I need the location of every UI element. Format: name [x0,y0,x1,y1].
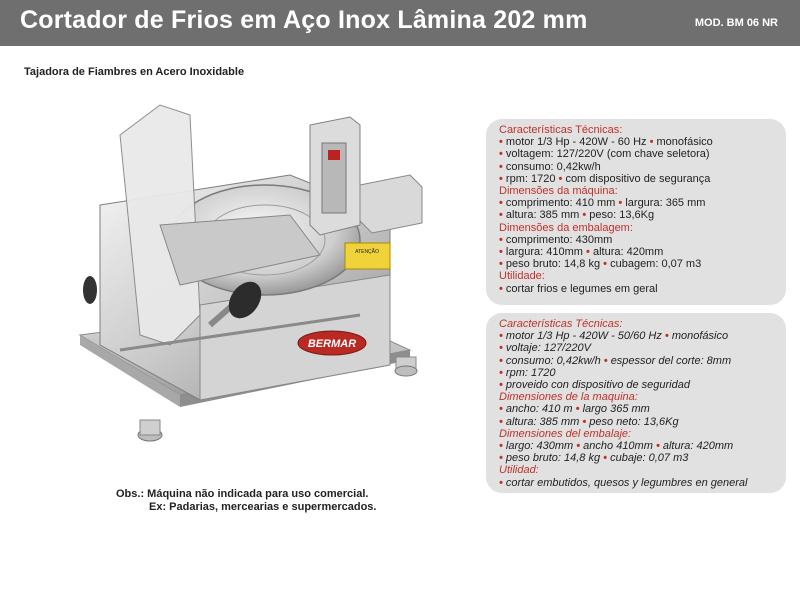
spec-item: • cortar embutidos, quesos y legumbres en general [499,476,748,489]
spec-item: • rpm: 1720 • com dispositivo de segurança [499,172,711,185]
spec-item: • rpm: 1720 [499,366,556,379]
spec-item: • cortar frios e legumes em geral [499,282,658,295]
spec-item: • proveido con dispositivo de seguridad [499,379,690,392]
spec-item: • largura: 410mm • altura: 420mm [499,246,664,259]
brand-logo-text: BERMAR [307,338,357,350]
page-title: Cortador de Frios em Aço Inox Lâmina 202 mm [20,6,588,34]
spec-heading: Utilidad: [499,464,539,477]
specs-portuguese [486,119,786,305]
spec-item: • comprimento: 410 mm • largura: 365 mm [499,197,706,210]
spec-item: • motor 1/3 Hp - 420W - 50/60 Hz • monofásico [499,330,729,343]
spec-heading: Dimensões da embalagem: [499,221,633,234]
meat-slicer-image [60,95,440,455]
spec-heading: Características Técnicas: [499,124,623,136]
spec-heading: Características Técnicas: [499,318,623,330]
spanish-subtitle: Tajadora de Fiambres en Acero Inoxidable [24,66,245,78]
spec-heading: Dimensões da máquina: [499,185,618,198]
obs-line-1: Obs.: Máquina não indicada para uso comercial. [116,488,369,500]
observation-note [116,488,376,514]
spec-item: • voltagem: 127/220V (com chave seletora) [499,148,710,161]
obs-line-2: Ex: Padarias, mercearias e supermercados. [149,501,377,513]
specs-spanish [486,313,786,493]
spec-item: • consumo: 0,42kw/h [499,160,601,173]
spec-item: • peso bruto: 14,8 kg • cubaje: 0,07 m3 [499,452,689,465]
warning-label-text: ATENÇÃO [355,249,379,255]
model-number: MOD. BM 06 NR [694,17,778,29]
spec-heading: Utilidade: [499,270,545,283]
spec-heading: Dimensiones del embalaje: [499,427,632,440]
spec-heading: Dimensiones de la maquina: [499,391,638,404]
spec-item: • comprimento: 430mm [499,233,613,246]
spec-item: • altura: 385 mm • peso: 13,6Kg [499,209,655,222]
spec-item: • ancho: 410 m • largo 365 mm [499,403,650,416]
header-bar [0,0,800,46]
spec-item: • voltaje: 127/220V [499,342,591,355]
spec-item: • largo: 430mm • ancho 410mm • altura: 420mm [499,440,734,453]
spec-item: • consumo: 0,42kw/h • espessor del corte: 8mm [499,354,732,367]
spec-item: • peso bruto: 14,8 kg • cubagem: 0,07 m3 [499,258,702,271]
spec-item: • motor 1/3 Hp - 420W - 60 Hz • monofásico [499,136,713,149]
spec-item: • altura: 385 mm • peso neto: 13,6Kg [499,415,679,428]
